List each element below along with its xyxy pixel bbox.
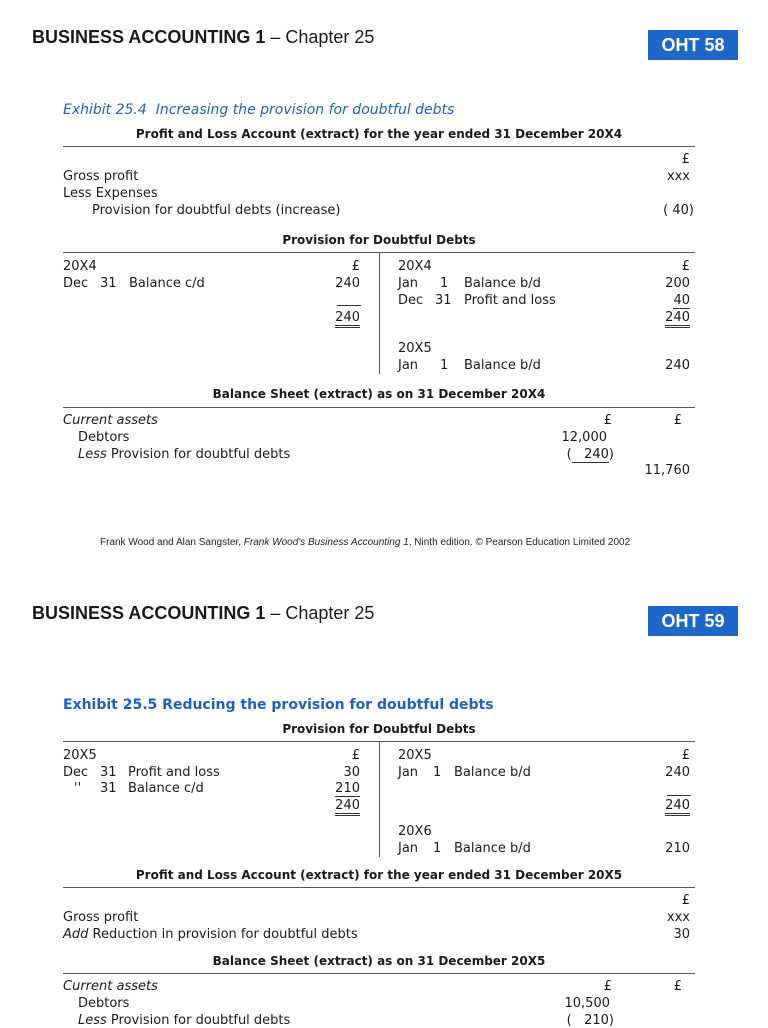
left-row-day: 31 [100,781,117,796]
current-assets-label: Current assets [63,413,158,428]
pl-title: Profit and Loss Account (extract) for the year ended 31 December 20X4 [135,127,623,141]
debtors-value: 10,500 [564,996,610,1011]
pound-heading: £ [681,893,690,908]
debtors-label: Debtors [78,430,130,445]
header-title: BUSINESS ACCOUNTING 1 [32,27,266,47]
left-total: 240 [300,310,360,325]
carry-month: Jan [398,841,419,856]
pdd-title: Provision for Doubtful Debts [282,722,476,736]
divider [63,407,695,408]
pound-heading: £ [681,152,690,167]
carry-month: Jan [398,358,419,373]
pound-col1: £ [603,979,612,994]
pl-title: Profit and Loss Account (extract) for the year ended 31 December 20X5 [135,868,623,882]
gross-profit-value: xxx [666,169,690,184]
right-year2: 20X5 [398,341,432,356]
pound-col2: £ [673,979,682,994]
left-pound: £ [351,748,360,763]
gross-profit-label: Gross profit [63,169,139,184]
left-row-desc: Balance c/d [129,276,205,291]
right-row-month: Jan [398,276,419,291]
less-expenses-label: Less Expenses [63,186,158,201]
pound-col1: £ [603,413,612,428]
carry-amount: 210 [665,841,690,856]
right-year: 20X4 [398,259,432,274]
oht-badge: OHT 59 [648,606,738,636]
right-row-month: Dec [398,293,424,308]
exhibit-title [63,102,454,118]
left-row-day: 31 [100,276,117,291]
right-pound: £ [681,259,690,274]
pound-col2: £ [673,413,682,428]
divider [63,146,695,147]
header-chapter: – Chapter 25 [265,27,375,47]
right-total: 240 [630,798,690,813]
right-row-desc: Profit and loss [464,293,556,308]
bs-title: Balance Sheet (extract) as on 31 December 20X4 [212,387,546,401]
exhibit-title: Exhibit 25.5 Reducing the provision for doubtful debts [63,697,494,713]
total-rule [667,795,691,796]
left-row-amount: 210 [335,781,360,796]
less-provision-label: Less Provision for doubtful debts [78,447,291,462]
exhibit-number: Exhibit 25.4 [63,102,147,118]
slide-header [32,27,374,48]
less-provision-value: ( 210) [566,1013,614,1028]
right-year: 20X5 [398,748,432,763]
left-pound: £ [351,259,360,274]
header-chapter: – Chapter 25 [265,603,375,623]
right-pound: £ [681,748,690,763]
left-total: 240 [300,798,360,813]
total-rule [337,305,361,306]
left-row-amount: 30 [343,765,360,780]
right-row-amount: 240 [665,765,690,780]
left-row-desc: Balance c/d [128,781,204,796]
divider [63,887,695,888]
exhibit-caption: Increasing the provision for doubtful debts [155,102,455,118]
carry-amount: 240 [665,358,690,373]
left-row-month: '' [74,781,82,796]
net-debtors-value: 11,760 [644,463,690,478]
provision-increase-value: ( 40) [663,203,694,218]
carry-day: 1 [433,841,442,856]
right-row-day: 1 [433,765,442,780]
add-reduction-label: Add Reduction in provision for doubtful debts [63,927,358,942]
carry-day: 1 [440,358,449,373]
right-row-desc: Balance b/d [454,765,531,780]
right-row-day: 1 [440,276,449,291]
debtors-label: Debtors [78,996,130,1011]
header-title: BUSINESS ACCOUNTING 1 [32,603,266,623]
debtors-value: 12,000 [561,430,607,445]
left-row-month: Dec [63,765,89,780]
gross-profit-label: Gross profit [63,910,139,925]
left-row-amount: 240 [335,276,360,291]
less-provision-value: ( 240) [566,447,614,462]
divider [63,973,695,974]
current-assets-label: Current assets [63,979,158,994]
right-row-month: Jan [398,765,419,780]
oht-badge: OHT 58 [648,30,738,60]
t-account-divider [379,252,380,374]
carry-desc: Balance b/d [454,841,531,856]
right-row-desc: Balance b/d [464,276,541,291]
gross-profit-value: xxx [666,910,690,925]
add-reduction-value: 30 [673,927,690,942]
left-year: 20X4 [63,259,97,274]
right-row-amount: 40 [673,293,690,308]
left-row-month: Dec [63,276,89,291]
carry-desc: Balance b/d [464,358,541,373]
pdd-title: Provision for Doubtful Debts [282,233,476,247]
right-row-day: 31 [435,293,452,308]
less-provision-label: Less Provision for doubtful debts [78,1013,291,1028]
provision-increase-label: Provision for doubtful debts (increase) [92,203,341,218]
t-account-divider [379,741,380,857]
left-row-day: 31 [100,765,117,780]
right-year2: 20X6 [398,824,432,839]
right-total: 240 [630,310,690,325]
right-row-amount: 200 [665,276,690,291]
slide-header [32,603,374,624]
left-year: 20X5 [63,748,97,763]
bs-title: Balance Sheet (extract) as on 31 December 20X5 [212,954,546,968]
footer-credit: Frank Wood and Alan Sangster, Frank Wood's Business Accounting 1, Ninth edition. © Pearson Education Limited 2002 [100,537,631,548]
left-row-desc: Profit and loss [128,765,220,780]
